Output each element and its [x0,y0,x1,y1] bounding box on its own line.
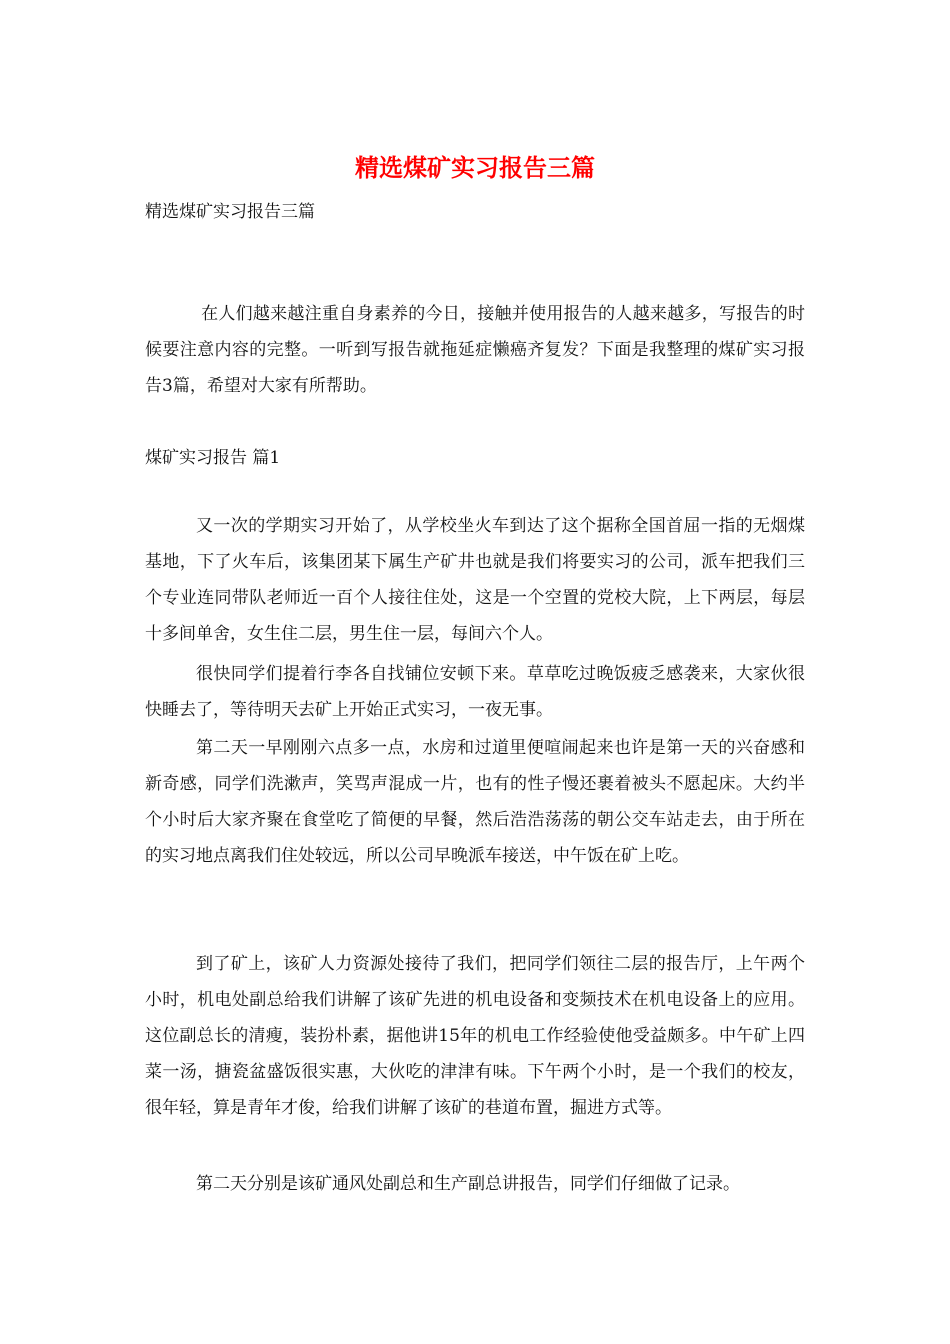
paragraph: 很快同学们提着行李各自找铺位安顿下来。草草吃过晚饭疲乏感袭来，大家伙很快睡去了，等待明天去矿上开始正式实习，一夜无事。 [145,664,805,720]
section-heading: 煤矿实习报告 篇1 [145,448,281,468]
paragraph: 第二天一早刚刚六点多一点，水房和过道里便喧闹起来也许是第一天的兴奋感和新奇感，同学们洗漱声，笑骂声混成一片，也有的性子慢还裹着被头不愿起床。大约半个小时后大家齐聚在食堂吃了简便的早餐，然后浩浩荡荡的朝公交车站走去，由于所在的实习地点离我们住处较远，所以公司早晚派车接送，中午饭在矿上吃。 [145,738,805,866]
intro-paragraph: 在人们越来越注重自身素养的今日，接触并使用报告的人越来越多，写报告的时候要注意内容的完整。一听到写报告就拖延症懒癌齐复发？下面是我整理的煤矿实习报告3篇，希望对大家有所帮助。 [145,304,805,396]
document-subtitle: 精选煤矿实习报告三篇 [145,202,315,222]
paragraph: 第二天分别是该矿通风处副总和生产副总讲报告，同学们仔细做了记录。 [196,1174,740,1194]
paragraph: 又一次的学期实习开始了，从学校坐火车到达了这个据称全国首屈一指的无烟煤基地，下了火车后，该集团某下属生产矿井也就是我们将要实习的公司，派车把我们三个专业连同带队老师近一百个人接往住处，这是一个空置的党校大院，上下两层，每层十多间单舍，女生住二层，男生住一层，每间六个人。 [145,516,805,644]
paragraph: 到了矿上，该矿人力资源处接待了我们，把同学们领往二层的报告厅，上午两个小时，机电处副总给我们讲解了该矿先进的机电设备和变频技术在机电设备上的应用。这位副总长的清瘦，装扮朴素，据他讲15年的机电工作经验使他受益颇多。中午矿上四菜一汤，搪瓷盆盛饭很实惠，大伙吃的津津有味。下午两个小时，是一个我们的校友，很年轻，算是青年才俊，给我们讲解了该矿的巷道布置，掘进方式等。 [145,954,805,1118]
document-title: 精选煤矿实习报告三篇 [355,153,595,182]
